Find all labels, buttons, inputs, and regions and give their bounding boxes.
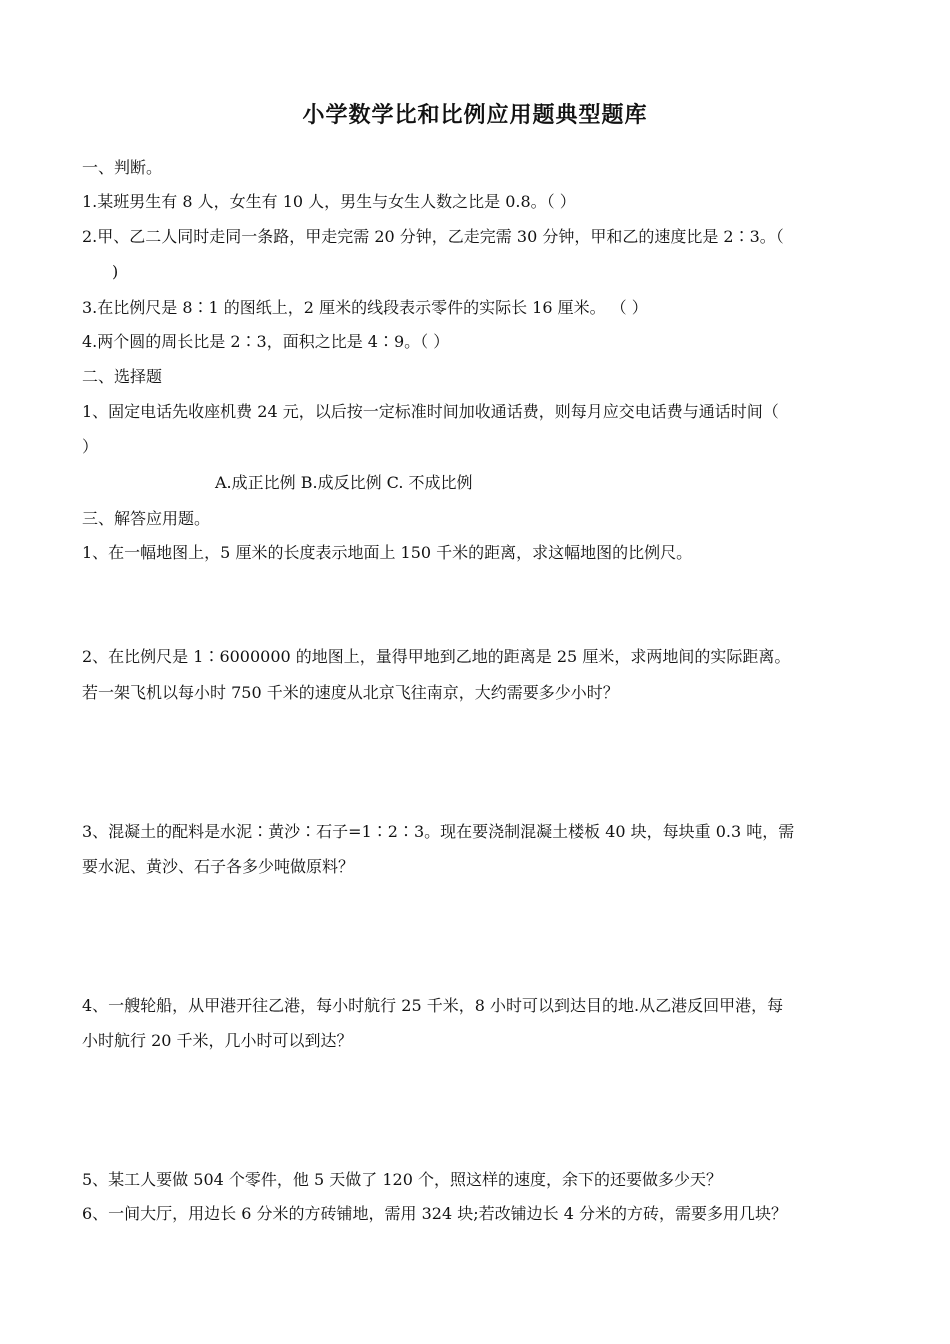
- judgment-question-1: 1.某班男生有 8 人，女生有 10 人，男生与女生人数之比是 0.8。（ ）: [82, 192, 576, 211]
- application-question-4-line-2: 小时航行 20 千米，几小时可以到达？: [82, 1031, 353, 1050]
- application-question-5: 5、某工人要做 504 个零件，他 5 天做了 120 个，照这样的速度，余下的还要做多少天？: [82, 1170, 722, 1189]
- choice-question-1-line-1: 1、固定电话先收座机费 24 元，以后按一定标准时间加收通话费，则每月应交电话费与通话时间（: [82, 402, 779, 421]
- application-question-2-line-2: 若一架飞机以每小时 750 千米的速度从北京飞往南京，大约需要多少小时？: [82, 683, 619, 702]
- judgment-question-3: 3.在比例尺是 8∶1 的图纸上，2 厘米的线段表示零件的实际长 16 厘米。 （ ）: [82, 298, 648, 317]
- choice-question-1-line-2: ）: [82, 437, 99, 456]
- judgment-question-2-line-2: ): [112, 262, 119, 281]
- application-question-3-line-2: 要水泥、黄沙、石子各多少吨做原料？: [82, 857, 355, 876]
- choice-options: A.成正比例 B.成反比例 C. 不成比例: [215, 473, 473, 492]
- judgment-question-2-line-1: 2.甲、乙二人同时走同一条路，甲走完需 20 分钟，乙走完需 30 分钟，甲和乙的速度比是 2∶3。（: [82, 227, 784, 246]
- page-title: 小学数学比和比例应用题典型题库: [302, 102, 648, 128]
- application-question-6: 6、一间大厅，用边长 6 分米的方砖铺地，需用 324 块;若改铺边长 4 分米的方砖，需要多用几块？: [82, 1204, 787, 1223]
- section-heading-judgment: 一、判断。: [82, 158, 163, 177]
- application-question-3-line-1: 3、混凝土的配料是水泥∶黄沙∶石子=1∶2∶3。现在要浇制混凝土楼板 40 块，每块重 0.3 吨，需: [82, 822, 795, 841]
- judgment-question-4: 4.两个圆的周长比是 2∶3，面积之比是 4∶9。（ ）: [82, 332, 450, 351]
- application-question-2-line-1: 2、在比例尺是 1∶6000000 的地图上，量得甲地到乙地的距离是 25 厘米，求两地间的实际距离。: [82, 647, 791, 666]
- section-heading-applications: 三、解答应用题。: [82, 509, 211, 528]
- application-question-1: 1、在一幅地图上，5 厘米的长度表示地面上 150 千米的距离，求这幅地图的比例尺。: [82, 543, 693, 562]
- section-heading-choice: 二、选择题: [82, 367, 163, 386]
- application-question-4-line-1: 4、一艘轮船，从甲港开往乙港，每小时航行 25 千米，8 小时可以到达目的地.从乙港反回甲港，每: [82, 996, 784, 1015]
